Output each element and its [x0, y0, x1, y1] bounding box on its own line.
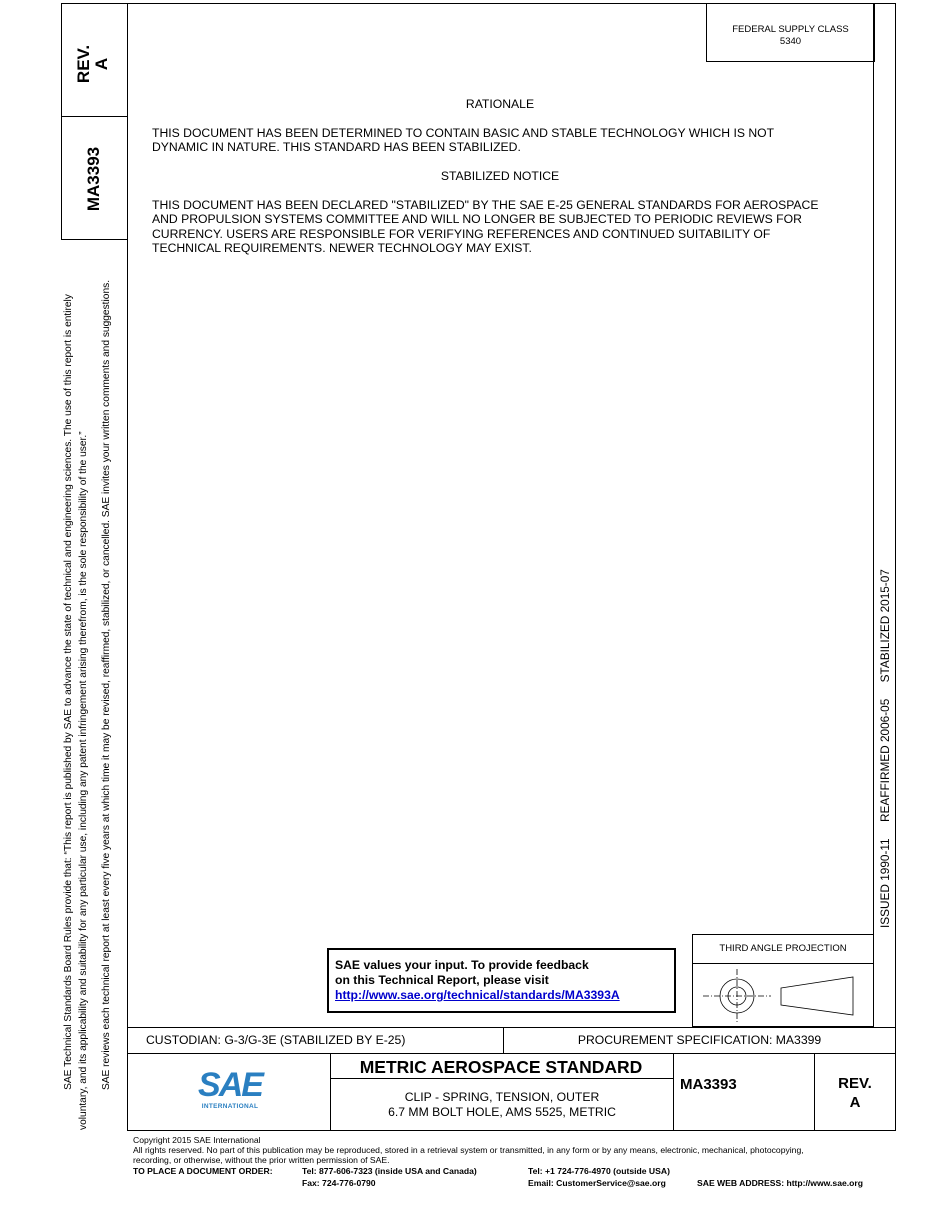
- order-label: TO PLACE A DOCUMENT ORDER:: [133, 1166, 273, 1176]
- disclaimer-line-2: voluntary, and its applicability and suitability for any particular use, including any patent infringement arising therefrom, is the sole responsibility of the user.”: [78, 431, 89, 1130]
- notice-line-1: THIS DOCUMENT HAS BEEN DECLARED "STABILIZED" BY THE SAE E-25 GENERAL STANDARDS FOR AEROSPACE: [152, 198, 819, 212]
- feedback-line-1: SAE values your input. To provide feedback: [335, 958, 589, 972]
- logo-cell: [127, 1053, 331, 1131]
- custodian-text: CUSTODIAN: G-3/G-3E (STABILIZED BY E-25): [146, 1033, 406, 1047]
- rationale-line-1: THIS DOCUMENT HAS BEEN DETERMINED TO CONTAIN BASIC AND STABLE TECHNOLOGY WHICH IS NOT: [152, 126, 775, 140]
- docnum-box-bottom-line: [61, 239, 128, 240]
- title-block-rev-label: REV.: [838, 1075, 872, 1092]
- left-rev-label: REV.: [74, 44, 93, 84]
- sae-logo: [198, 1068, 262, 1110]
- projection-label-divider: [693, 963, 873, 964]
- notice-line-3: CURRENCY. USERS ARE RESPONSIBLE FOR VERIFYING REFERENCES AND CONTINUED SUITABILITY OF: [152, 226, 771, 241]
- left-rev-block: [75, 14, 115, 114]
- fax: Fax: 724-776-0790: [302, 1178, 376, 1188]
- stabilized-notice-title: STABILIZED NOTICE: [440, 169, 560, 183]
- custodian-cell: [127, 1027, 504, 1054]
- notice-line-4: TECHNICAL REQUIREMENTS. NEWER TECHNOLOGY MAY EXIST.: [152, 241, 532, 256]
- projection-symbol-icon: [693, 965, 873, 1027]
- tel-international: Tel: +1 724-776-4970 (outside USA): [528, 1166, 670, 1176]
- supply-class-value: 5340: [779, 36, 802, 47]
- notice-line-2: AND PROPULSION SYSTEMS COMMITTEE AND WILL NO LONGER BE SUBJECTED TO PERIODIC REVIEWS FOR: [152, 212, 802, 227]
- tel-domestic: Tel: 877-606-7323 (inside USA and Canada): [302, 1166, 477, 1176]
- title-block-rev-value: A: [849, 1094, 861, 1111]
- sae-logo-subtext: INTERNATIONAL: [201, 1103, 259, 1110]
- federal-supply-class-box: [706, 3, 875, 62]
- rights-line-2: recording, or otherwise, without the prior written permission of SAE.: [133, 1155, 390, 1165]
- feedback-line-2: on this Technical Report, please visit: [335, 973, 549, 987]
- rev-box-bottom-line: [61, 116, 128, 117]
- right-frame-line: [895, 3, 896, 1130]
- standard-title: METRIC AEROSPACE STANDARD: [359, 1057, 643, 1077]
- copyright-line: Copyright 2015 SAE International: [133, 1135, 261, 1145]
- left-doc-number: MA3393: [84, 146, 103, 212]
- rationale-text: [152, 126, 852, 155]
- doc-number-cell: [673, 1053, 815, 1131]
- right-strip-divider: [873, 3, 874, 1027]
- left-frame-line: [61, 3, 62, 240]
- issue-dates: ISSUED 1990-11 REAFFIRMED 2006-05 STABILIZED 2015-07: [878, 569, 892, 928]
- projection-label: THIRD ANGLE PROJECTION: [719, 943, 847, 954]
- part-line-1: CLIP - SPRING, TENSION, OUTER: [404, 1090, 600, 1104]
- copyright-block: [133, 1135, 893, 1165]
- title-underline: [331, 1078, 673, 1079]
- part-description: [331, 1090, 673, 1120]
- left-column-divider: [127, 3, 128, 1130]
- procurement-cell: [503, 1027, 896, 1054]
- projection-box: [692, 934, 874, 1027]
- stabilized-notice-text: [152, 198, 852, 256]
- feedback-link[interactable]: http://www.sae.org/technical/standards/MA3393A: [335, 988, 620, 1002]
- part-line-2: 6.7 MM BOLT HOLE, AMS 5525, METRIC: [388, 1105, 616, 1119]
- disclaimer-line-1: SAE Technical Standards Board Rules provide that: “This report is published by SAE to advance the state of technical and engineering sciences. The use of this report is entirely: [63, 294, 74, 1090]
- procurement-text: PROCUREMENT SPECIFICATION: MA3399: [577, 1033, 822, 1047]
- sae-web-address[interactable]: SAE WEB ADDRESS: http://www.sae.org: [697, 1178, 863, 1188]
- disclaimer-line-3: SAE reviews each technical report at least every five years at which time it may be revised, reaffirmed, stabilized, or cancelled. SAE invites your written comments and suggestions.: [101, 279, 112, 1091]
- feedback-box: [327, 948, 676, 1013]
- title-cell: [330, 1053, 674, 1131]
- left-rev-value: A: [92, 57, 111, 71]
- title-block-doc-number: MA3393: [680, 1076, 737, 1093]
- customer-email[interactable]: Email: CustomerService@sae.org: [528, 1178, 666, 1188]
- sae-logo-text: SAE: [198, 1066, 262, 1104]
- rationale-line-2: DYNAMIC IN NATURE. THIS STANDARD HAS BEEN STABILIZED.: [152, 140, 521, 155]
- supply-class-label: FEDERAL SUPPLY CLASS: [732, 24, 849, 35]
- rights-line-1: All rights reserved. No part of this publication may be reproduced, stored in a retrieval system or transmitted, in any form or by any means, electronic, mechanical, photocopying,: [133, 1145, 804, 1155]
- rev-cell: [814, 1053, 896, 1131]
- rationale-title: RATIONALE: [465, 97, 535, 111]
